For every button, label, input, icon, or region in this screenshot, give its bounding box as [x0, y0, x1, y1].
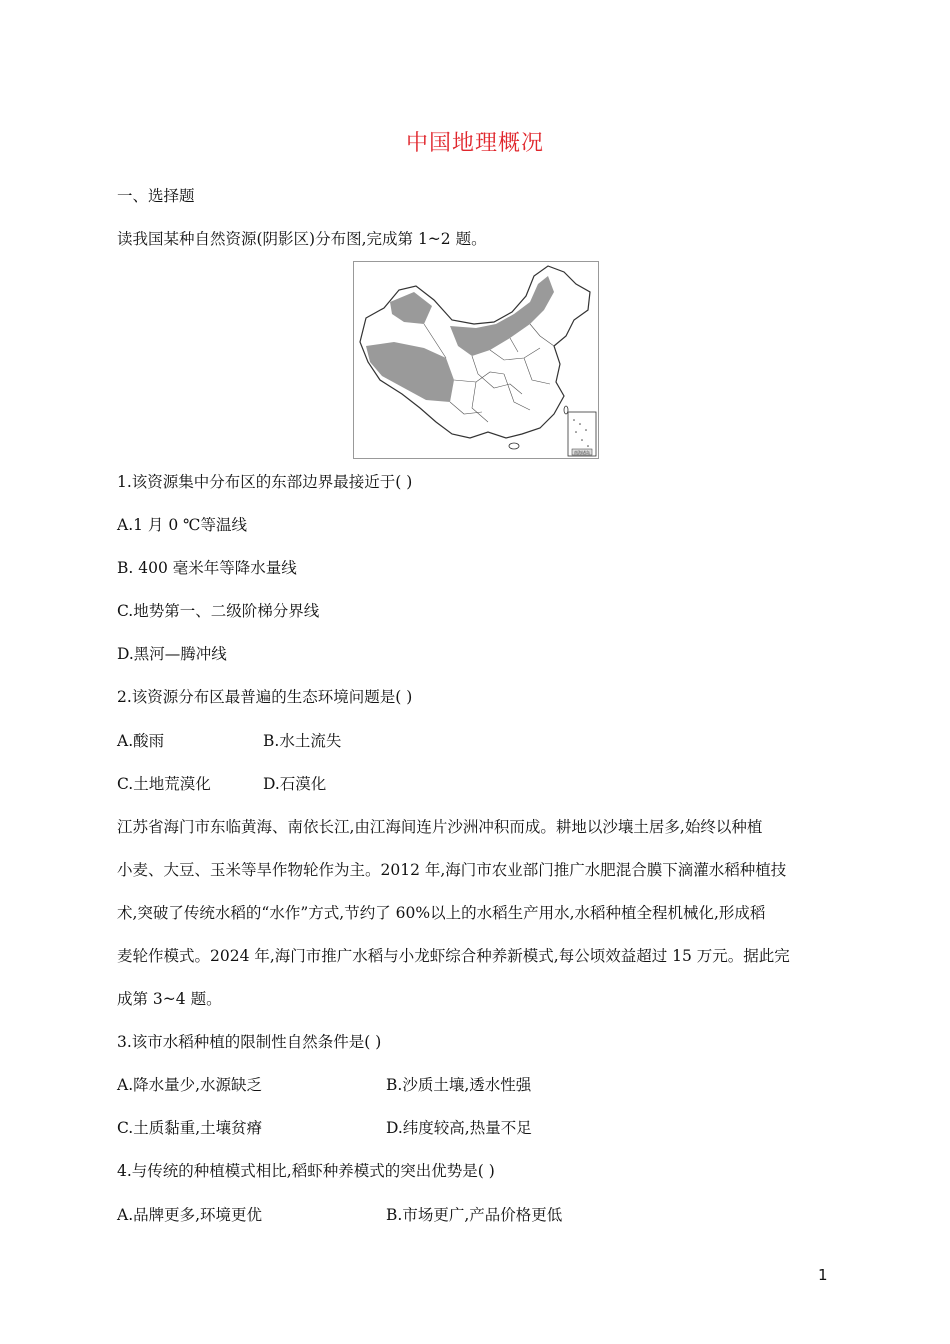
q1-stem: 1.该资源集中分布区的东部边界最接近于( )	[117, 473, 413, 491]
q2-stem: 2.该资源分布区最普遍的生态环境问题是( )	[117, 688, 413, 706]
q4-option-b: B.市场更广,产品价格更低	[386, 1206, 563, 1224]
china-map-figure	[354, 262, 598, 458]
q1-option-d: D.黑河—腾冲线	[117, 645, 227, 663]
taiwan-island	[564, 406, 568, 414]
q2-option-a: A.酸雨	[117, 732, 165, 750]
q3-stem: 3.该市水稻种植的限制性自然条件是( )	[117, 1033, 382, 1051]
q2-option-d: D.石漠化	[263, 775, 327, 793]
hainan-island	[509, 443, 519, 449]
q4-stem: 4.与传统的种植模式相比,稻虾种养模式的突出优势是( )	[117, 1162, 495, 1180]
passage-line: 小麦、大豆、玉米等旱作物轮作为主。2012 年,海门市农业部门推广水肥混合膜下滴灌水稻种植技	[117, 861, 787, 879]
passage-line: 成第 3~4 题。	[117, 990, 222, 1008]
passage-line: 麦轮作模式。2024 年,海门市推广水稻与小龙虾综合种养新模式,每公顷效益超过 15 万元。据此完	[117, 947, 790, 965]
inset-label: 南海诸岛	[574, 450, 590, 455]
q3-option-b: B.沙质土壤,透水性强	[386, 1076, 532, 1094]
q3-option-c: C.土质黏重,土壤贫瘠	[117, 1119, 263, 1137]
page-title: 中国地理概况	[405, 131, 544, 156]
passage-line: 术,突破了传统水稻的“水作”方式,节约了 60%以上的水稻生产用水,水稻种植全程机械化,形成稻	[117, 904, 766, 922]
q1-option-b: B. 400 毫米年等降水量线	[117, 559, 297, 577]
page-number: 1	[818, 1266, 828, 1284]
section-heading: 一、选择题	[117, 187, 195, 205]
china-resource-map	[353, 261, 599, 459]
q2-option-b: B.水土流失	[263, 732, 342, 750]
q3-option-d: D.纬度较高,热量不足	[386, 1119, 532, 1137]
passage-line: 江苏省海门市东临黄海、南依长江,由江海间连片沙洲冲积而成。耕地以沙壤土居多,始终以种植	[117, 818, 763, 836]
q3-option-a: A.降水量少,水源缺乏	[117, 1076, 263, 1094]
q1-option-a: A.1 月 0 ℃等温线	[117, 516, 247, 534]
q4-option-a: A.品牌更多,环境更优	[117, 1206, 263, 1224]
q2-option-c: C.土地荒漠化	[117, 775, 211, 793]
intro-text: 读我国某种自然资源(阴影区)分布图,完成第 1~2 题。	[117, 230, 487, 248]
q1-option-c: C.地势第一、二级阶梯分界线	[117, 602, 320, 620]
